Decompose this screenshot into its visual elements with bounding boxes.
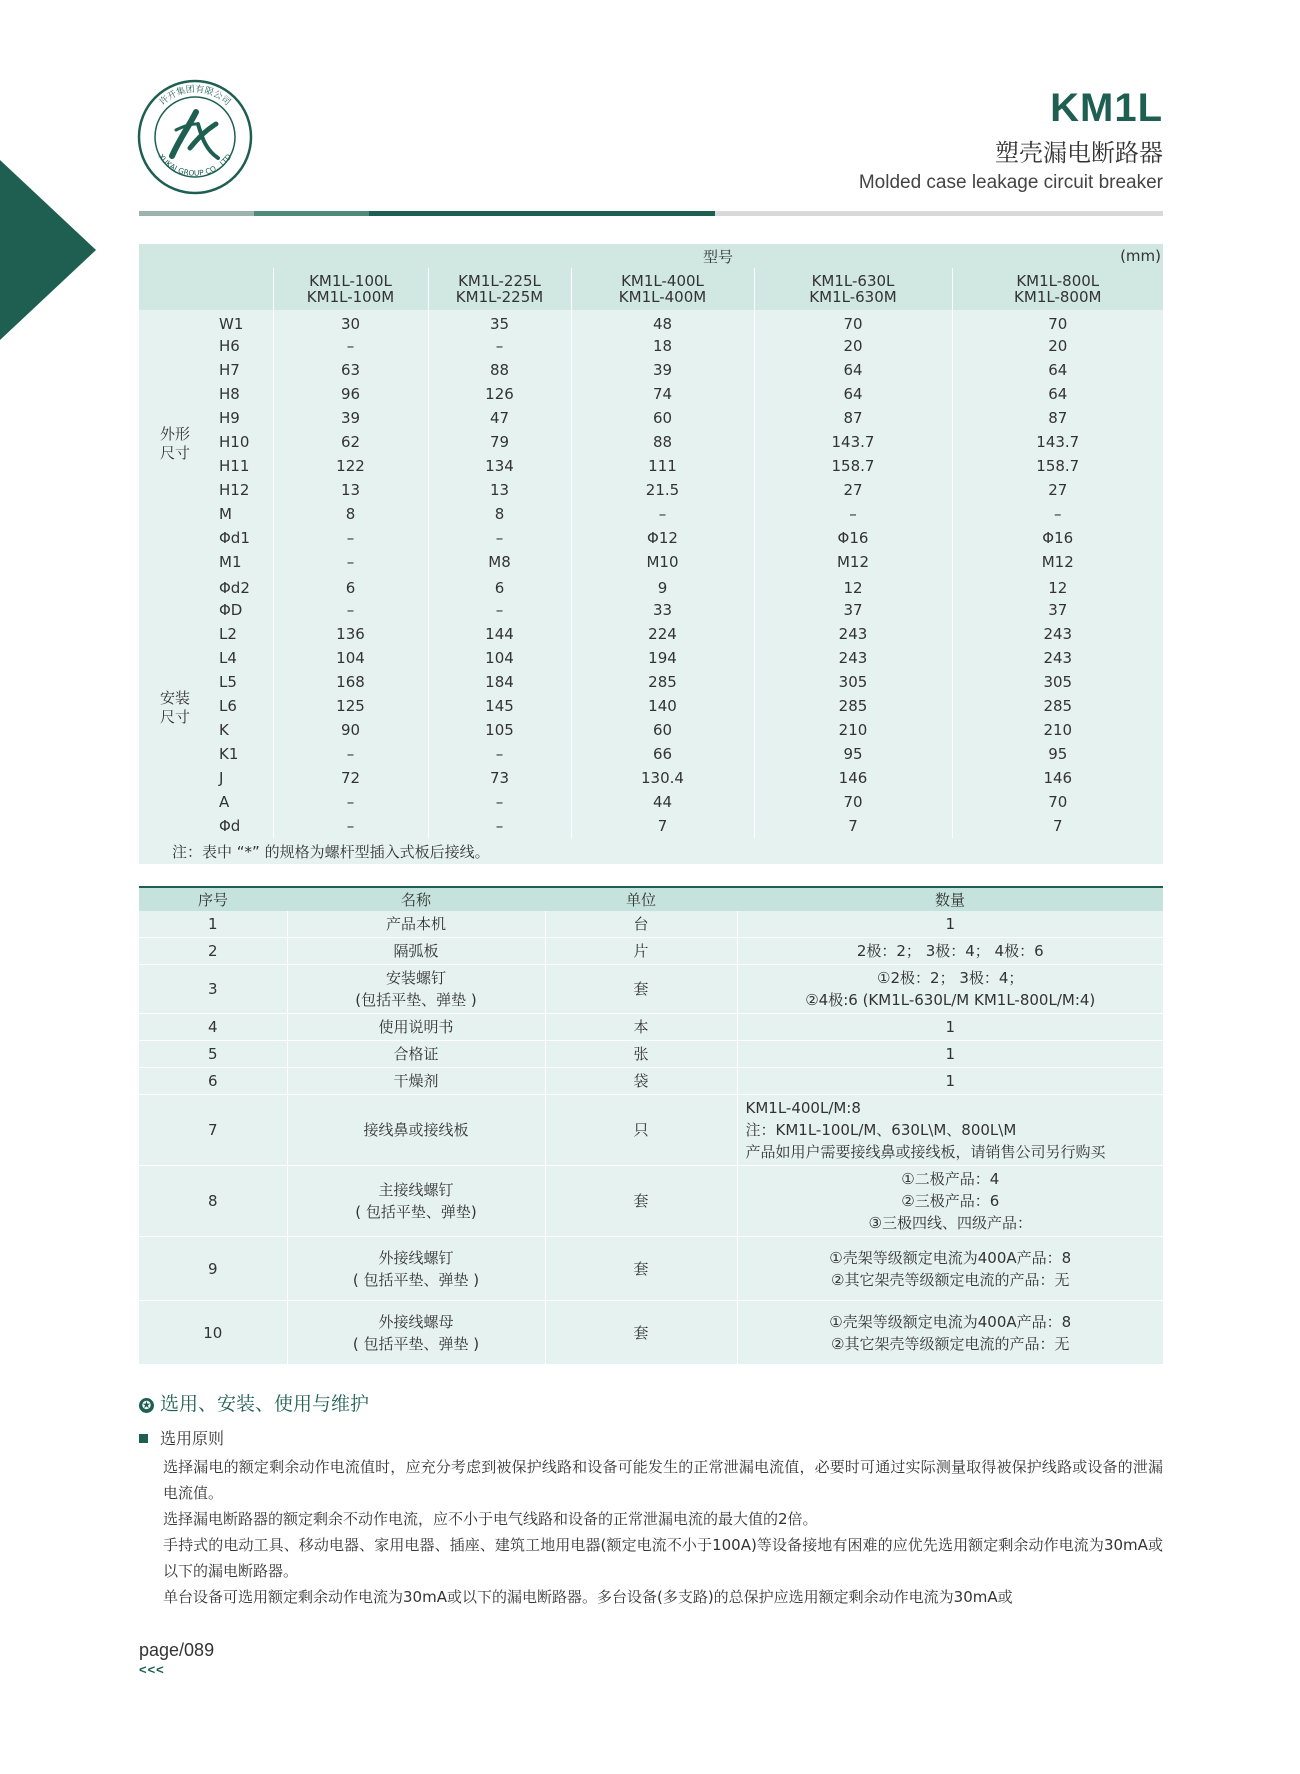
- table-cell: 39: [571, 358, 754, 382]
- param-label: H9: [219, 409, 240, 427]
- param-label: H10: [219, 433, 250, 451]
- row-number: 9: [139, 1237, 287, 1301]
- table-cell: –: [273, 550, 428, 574]
- param-label: L6: [219, 697, 237, 715]
- item-quantity: ①2极：2； 3极：4； ②4极:6 (KM1L-630L/M KM1L-800L/M:4): [737, 965, 1163, 1014]
- paragraph: 手持式的电动工具、移动电器、家用电器、插座、建筑工地用电器(额定电流不小于100A)等设备接地有困难的应优先选用额定剩余动作电流为30mA或以下的漏电断路器。: [163, 1536, 1163, 1580]
- table-row: [139, 334, 1163, 358]
- table-row: [139, 911, 1163, 938]
- table-cell: 70: [754, 790, 952, 814]
- svg-text:XUKAI GROUP CO., LTD: [157, 152, 234, 178]
- table-cell: 285: [571, 670, 754, 694]
- param-label: M: [219, 505, 232, 523]
- table-cell: 70: [952, 310, 1163, 334]
- table-cell: 126: [428, 382, 571, 406]
- item-name: 干燥剂: [287, 1068, 545, 1095]
- param-label: A: [219, 793, 230, 811]
- table-cell: 243: [952, 622, 1163, 646]
- table-row: [139, 526, 1163, 550]
- param-label: L2: [219, 625, 237, 643]
- table-cell: 39: [273, 406, 428, 430]
- table-row: [139, 622, 1163, 646]
- column-header: 数量: [737, 887, 1163, 911]
- param-label: L4: [219, 649, 237, 667]
- product-title-en: Molded case leakage circuit breaker: [858, 172, 1163, 193]
- product-code: KM1L: [1050, 86, 1163, 130]
- table-cell: 122: [273, 454, 428, 478]
- logo-text-bottom: XUKAI GROUP CO., LTD: [156, 152, 234, 178]
- table-cell: –: [428, 814, 571, 838]
- table-cell: 30: [273, 310, 428, 334]
- table-cell: 168: [273, 670, 428, 694]
- table-cell: 243: [952, 646, 1163, 670]
- table-cell: –: [273, 334, 428, 358]
- table-row: [139, 742, 1163, 766]
- table-row: [139, 790, 1163, 814]
- table-cell: –: [428, 526, 571, 550]
- table-cell: 12: [754, 574, 952, 598]
- table-cell: M8: [428, 550, 571, 574]
- column-header: 序号: [139, 887, 287, 911]
- table-cell: 62: [273, 430, 428, 454]
- item-unit: 片: [545, 938, 737, 965]
- table-cell: 37: [952, 598, 1163, 622]
- item-name: 产品本机: [287, 911, 545, 938]
- table-cell: 243: [754, 622, 952, 646]
- table-cell: 47: [428, 406, 571, 430]
- row-number: 5: [139, 1041, 287, 1068]
- table-cell: 111: [571, 454, 754, 478]
- row-number: 4: [139, 1014, 287, 1041]
- item-quantity: 1: [737, 1041, 1163, 1068]
- table-cell: 64: [754, 358, 952, 382]
- table-cell: 184: [428, 670, 571, 694]
- table-cell: 143.7: [754, 430, 952, 454]
- param-label: ΦD: [219, 601, 243, 619]
- table-cell: –: [273, 814, 428, 838]
- param-label: H12: [219, 481, 250, 499]
- table-cell: 285: [754, 694, 952, 718]
- param-label: M1: [219, 553, 242, 571]
- table-cell: 60: [571, 406, 754, 430]
- table-cell: 125: [273, 694, 428, 718]
- param-label: J: [219, 769, 224, 787]
- table-row: [139, 478, 1163, 502]
- unit-label: (mm): [1120, 247, 1162, 265]
- company-logo: [136, 78, 254, 196]
- table-note: 注：表中 “*” 的规格为螺杆型插入式板后接线。: [139, 838, 1163, 864]
- star-icon: ✪: [139, 1398, 154, 1413]
- table-cell: –: [754, 502, 952, 526]
- table-cell: 18: [571, 334, 754, 358]
- paragraph: 选择漏电的额定剩余动作电流值时，应充分考虑到被保护线路和设备可能发生的正常泄漏电流值，必要时可通过实际测量取得被保护线路或设备的泄漏电流值。: [163, 1458, 1163, 1502]
- item-quantity: ①二极产品：4 ②三极产品：6 ③三极四线、四级产品：: [737, 1166, 1163, 1237]
- item-unit: 只: [545, 1095, 737, 1166]
- table-cell: 104: [428, 646, 571, 670]
- table-cell: 70: [952, 790, 1163, 814]
- table-row: [139, 670, 1163, 694]
- table-row: [139, 382, 1163, 406]
- table-cell: 27: [754, 478, 952, 502]
- table-cell: 146: [754, 766, 952, 790]
- table-row: [139, 766, 1163, 790]
- table-cell: Φ16: [754, 526, 952, 550]
- table-row: [139, 1014, 1163, 1041]
- model-header: KM1L-225L KM1L-225M: [428, 268, 571, 310]
- table-cell: M10: [571, 550, 754, 574]
- table-row: [139, 646, 1163, 670]
- table-cell: 140: [571, 694, 754, 718]
- item-name: 接线鼻或接线板: [287, 1095, 545, 1166]
- header-divider: [139, 211, 1163, 216]
- table-row: [139, 965, 1163, 1014]
- table-cell: 87: [952, 406, 1163, 430]
- table-cell: 21.5: [571, 478, 754, 502]
- table-cell: 243: [754, 646, 952, 670]
- table-row: [139, 1166, 1163, 1237]
- dimension-table: [139, 244, 1163, 864]
- table-cell: 146: [952, 766, 1163, 790]
- row-number: 8: [139, 1166, 287, 1237]
- table-cell: M12: [952, 550, 1163, 574]
- table-cell: 145: [428, 694, 571, 718]
- table-cell: –: [428, 790, 571, 814]
- table-cell: 7: [571, 814, 754, 838]
- table-cell: 305: [754, 670, 952, 694]
- table-cell: –: [571, 502, 754, 526]
- table-row: [139, 550, 1163, 574]
- table-row: [139, 1095, 1163, 1166]
- table-row: [139, 598, 1163, 622]
- model-header: KM1L-400L KM1L-400M: [571, 268, 754, 310]
- item-unit: 套: [545, 965, 737, 1014]
- table-cell: 37: [754, 598, 952, 622]
- table-cell: 60: [571, 718, 754, 742]
- table-cell: 7: [754, 814, 952, 838]
- table-cell: 88: [571, 430, 754, 454]
- param-label: H8: [219, 385, 240, 403]
- table-row: [139, 718, 1163, 742]
- param-label: L5: [219, 673, 237, 691]
- subsection-title: 选用原则: [139, 1426, 224, 1449]
- section-body: [163, 1454, 1163, 1610]
- table-cell: 158.7: [754, 454, 952, 478]
- table-cell: 27: [952, 478, 1163, 502]
- table-row: [139, 938, 1163, 965]
- item-name: 使用说明书: [287, 1014, 545, 1041]
- table-cell: 20: [754, 334, 952, 358]
- table-cell: 6: [273, 574, 428, 598]
- table-cell: –: [952, 502, 1163, 526]
- section-title: ✪ 选用、安装、使用与维护: [139, 1389, 369, 1416]
- item-quantity: 2极：2； 3极：4； 4极：6: [737, 938, 1163, 965]
- table-cell: 136: [273, 622, 428, 646]
- table-cell: 87: [754, 406, 952, 430]
- item-unit: 套: [545, 1301, 737, 1365]
- table-corner: [139, 244, 273, 310]
- table-cell: 8: [428, 502, 571, 526]
- item-quantity: 1: [737, 1068, 1163, 1095]
- table-cell: 12: [952, 574, 1163, 598]
- table-cell: –: [273, 598, 428, 622]
- table-row: [139, 1237, 1163, 1301]
- param-label: H6: [219, 337, 240, 355]
- column-header: 名称: [287, 887, 545, 911]
- table-cell: 210: [754, 718, 952, 742]
- row-number: 3: [139, 965, 287, 1014]
- table-row: [139, 502, 1163, 526]
- param-label: H7: [219, 361, 240, 379]
- item-unit: 套: [545, 1166, 737, 1237]
- item-name: 安装螺钉 (包括平垫、弹垫 ): [287, 965, 545, 1014]
- table-cell: 6: [428, 574, 571, 598]
- item-name: 合格证: [287, 1041, 545, 1068]
- item-name: 外接线螺母 ( 包括平垫、弹垫 ): [287, 1301, 545, 1365]
- param-label: W1: [219, 315, 244, 333]
- table-cell: 64: [952, 382, 1163, 406]
- table-row: [139, 358, 1163, 382]
- param-label: H11: [219, 457, 250, 475]
- row-number: 2: [139, 938, 287, 965]
- table-cell: 90: [273, 718, 428, 742]
- table-cell: 95: [754, 742, 952, 766]
- table-cell: 48: [571, 310, 754, 334]
- table-row: [139, 1041, 1163, 1068]
- table-cell: 96: [273, 382, 428, 406]
- param-label: Φd1: [219, 529, 250, 547]
- table-cell: 20: [952, 334, 1163, 358]
- table-cell: –: [273, 742, 428, 766]
- table-row: [139, 1301, 1163, 1365]
- table-cell: 158.7: [952, 454, 1163, 478]
- item-quantity: ①壳架等级额定电流为400A产品：8 ②其它架壳等级额定电流的产品：无: [737, 1237, 1163, 1301]
- param-label: Φd2: [219, 579, 250, 597]
- table-row: [139, 310, 1163, 334]
- group-label: 安装尺寸: [139, 574, 211, 838]
- accessory-table: [139, 886, 1163, 1365]
- table-cell: 210: [952, 718, 1163, 742]
- table-cell: 74: [571, 382, 754, 406]
- item-name: 隔弧板: [287, 938, 545, 965]
- table-cell: 44: [571, 790, 754, 814]
- table-cell: 64: [754, 382, 952, 406]
- table-row: [139, 454, 1163, 478]
- table-cell: Φ16: [952, 526, 1163, 550]
- row-number: 7: [139, 1095, 287, 1166]
- table-cell: –: [273, 790, 428, 814]
- table-cell: 7: [952, 814, 1163, 838]
- model-header: KM1L-800L KM1L-800M: [952, 268, 1163, 310]
- table-cell: 13: [428, 478, 571, 502]
- item-unit: 套: [545, 1237, 737, 1301]
- table-cell: 9: [571, 574, 754, 598]
- model-header-label: 型号: [703, 247, 734, 266]
- page-number: page/089: [139, 1640, 215, 1660]
- product-title-cn: 塑壳漏电断路器: [995, 139, 1163, 167]
- table-cell: 134: [428, 454, 571, 478]
- row-number: 1: [139, 911, 287, 938]
- table-cell: 70: [754, 310, 952, 334]
- table-cell: 224: [571, 622, 754, 646]
- back-arrows-icon: <<<: [139, 1662, 165, 1677]
- item-quantity: KM1L-400L/M:8 注：KM1L-100L/M、630L\M、800L\M 产品如用户需要接线鼻或接线板，请销售公司另行购买: [737, 1095, 1163, 1166]
- table-cell: Φ12: [571, 526, 754, 550]
- paragraph: 选择漏电断路器的额定剩余不动作电流，应不小于电气线路和设备的正常泄漏电流的最大值的2倍。: [163, 1510, 818, 1528]
- param-label: K: [219, 721, 229, 739]
- square-bullet-icon: [139, 1434, 148, 1443]
- logo-text-top: 许开集团有限公司: [157, 84, 233, 108]
- item-name: 主接线螺钉 ( 包括平垫、弹垫): [287, 1166, 545, 1237]
- table-cell: –: [428, 334, 571, 358]
- table-cell: 105: [428, 718, 571, 742]
- column-header: 单位: [545, 887, 737, 911]
- table-cell: M12: [754, 550, 952, 574]
- table-row: [139, 1068, 1163, 1095]
- param-label: K1: [219, 745, 239, 763]
- table-cell: 104: [273, 646, 428, 670]
- table-row: [139, 406, 1163, 430]
- side-triangle-decoration: [0, 160, 96, 340]
- table-cell: 95: [952, 742, 1163, 766]
- table-cell: 194: [571, 646, 754, 670]
- table-cell: 63: [273, 358, 428, 382]
- item-name: 外接线螺钉 ( 包括平垫、弹垫 ): [287, 1237, 545, 1301]
- table-cell: –: [428, 598, 571, 622]
- paragraph: 单台设备可选用额定剩余动作电流为30mA或以下的漏电断路器。多台设备(多支路)的总保护应选用额定剩余动作电流为30mA或: [163, 1588, 1013, 1606]
- table-cell: 33: [571, 598, 754, 622]
- table-row: [139, 694, 1163, 718]
- table-cell: –: [273, 526, 428, 550]
- item-unit: 台: [545, 911, 737, 938]
- table-row: [139, 430, 1163, 454]
- table-cell: 64: [952, 358, 1163, 382]
- table-row: [139, 814, 1163, 838]
- table-cell: 35: [428, 310, 571, 334]
- item-unit: 本: [545, 1014, 737, 1041]
- param-label: Φd: [219, 817, 241, 835]
- table-cell: 144: [428, 622, 571, 646]
- row-number: 6: [139, 1068, 287, 1095]
- table-row: [139, 574, 1163, 598]
- table-cell: 8: [273, 502, 428, 526]
- header-block: [859, 86, 1163, 194]
- table-cell: 72: [273, 766, 428, 790]
- table-cell: 88: [428, 358, 571, 382]
- table-cell: 66: [571, 742, 754, 766]
- group-label: 外形尺寸: [139, 310, 211, 574]
- model-header: KM1L-100L KM1L-100M: [273, 268, 428, 310]
- table-cell: 130.4: [571, 766, 754, 790]
- table-cell: 305: [952, 670, 1163, 694]
- item-quantity: 1: [737, 911, 1163, 938]
- table-cell: 143.7: [952, 430, 1163, 454]
- item-quantity: 1: [737, 1014, 1163, 1041]
- item-quantity: ①壳架等级额定电流为400A产品：8 ②其它架壳等级额定电流的产品：无: [737, 1301, 1163, 1365]
- model-header: KM1L-630L KM1L-630M: [754, 268, 952, 310]
- table-cell: 13: [273, 478, 428, 502]
- row-number: 10: [139, 1301, 287, 1365]
- item-unit: 张: [545, 1041, 737, 1068]
- table-cell: 79: [428, 430, 571, 454]
- table-cell: 285: [952, 694, 1163, 718]
- item-unit: 袋: [545, 1068, 737, 1095]
- table-cell: –: [428, 742, 571, 766]
- table-cell: 73: [428, 766, 571, 790]
